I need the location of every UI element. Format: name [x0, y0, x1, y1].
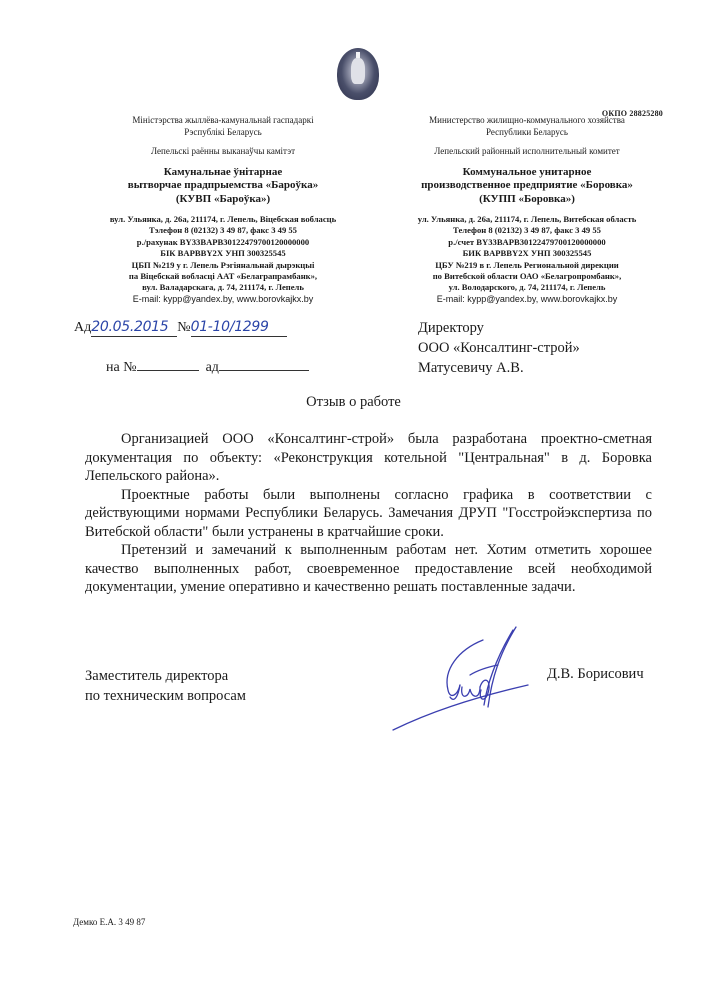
- organization-name: Коммунальное унитарное производственное предприятие «Боровка» (КУПП «Боровка»): [421, 165, 633, 205]
- letterhead-right: [377, 115, 677, 305]
- organization-details: вул. Ульянка, д. 26а, 211174, г. Лепель, Віцебская вобласць Тэлефон 8 (02132) 3 49 87, факс 3 49 55 р./рахунак BY33BAPB30122479700120000000 БІК BAPBBY2X УНП 300325545 ЦБП №219 у г. Лепель Рэгіянальнай дырэкцыі па Віцебскай вобласці ААТ «Белаграпрамбанк», вул. Валадарскага, д. 74, 211174, г. Лепель E-mail: kypp@yandex.by, www.borovkajkx.by: [73, 214, 373, 305]
- addressee: Директору ООО «Консалтинг-строй» Матусевичу А.В.: [418, 320, 580, 376]
- ispolkom-name: Лепельский районный исполнительный комитет: [434, 146, 620, 156]
- ref-date-blank: [219, 356, 309, 371]
- email-and-website: E-mail: kypp@yandex.by, www.borovkajkx.by: [132, 293, 314, 304]
- state-emblem-icon: [337, 48, 379, 100]
- body-paragraph: Претензий и замечаний к выполненным работам нет. Хотим отметить хорошее качество выполненных работ, своевременное предоставление всей необходимой документации, умение оперативно и качественно решать поставленные задачи.: [85, 542, 652, 595]
- handwritten-number: 01-10/1299: [191, 318, 287, 337]
- organization-name: Камунальнае ўнітарнае вытворчае прадпрыемства «Бароўка» (КУВП «Бароўка»): [127, 165, 319, 205]
- okpo-code: ОКПО 28825280: [601, 109, 663, 118]
- ref-number-blank: [137, 356, 199, 371]
- body-paragraph: Проектные работы были выполнены согласно графика в соответствии с действующими нормами Республики Беларусь. Замечания ДРУП "Госстройэкспертиза по Витебской области" были устранены в кратчайшие сроки.: [85, 486, 652, 540]
- ministry-name: Міністэрства жыллёва-камунальнай гаспадаркі Рэспублікі Беларусь: [132, 115, 314, 137]
- ispolkom-name: Лепельскі раённы выканаўчы камітэт: [150, 146, 296, 156]
- email-and-website: E-mail: kypp@yandex.by, www.borovkajkx.by: [436, 293, 618, 304]
- ministry-name: Министерство жилищно-коммунального хозяйства Республики Беларусь: [429, 115, 625, 137]
- handwritten-date: 20.05.2015: [91, 318, 177, 337]
- signatory-position: Заместитель директора по техническим вопросам: [85, 668, 246, 704]
- letter-body: [85, 430, 652, 597]
- incoming-reference: на № ад: [106, 356, 309, 377]
- executor-note: Демко Е.А. 3 49 87: [73, 917, 146, 927]
- handwritten-signature-icon: [388, 625, 548, 735]
- document-title: Отзыв о работе: [306, 394, 401, 410]
- outgoing-registration: Ад20.05.2015 №01-10/1299: [74, 318, 287, 337]
- signatory-name: Д.В. Борисович: [547, 666, 644, 682]
- letterhead-left: [73, 115, 373, 305]
- body-paragraph: Организацией ООО «Консалтинг-строй» была разработана проектно-сметная документация по объекту: «Реконструкция котельной "Центральная" в д. Боровка Лепельского района».: [85, 431, 652, 484]
- organization-details: ул. Ульянка, д. 26а, 211174, г. Лепель, Витебская область Телефон 8 (02132) 3 49 87, факс 3 49 55 р./счет BY33BAPB30122479700120000000 БИК BAPBBY2X УНП 300325545 ЦБУ №219 в г. Лепель Региональной дирекции по Витебской области ОАО «Белагропромбанк», ул. Володарского, д. 74, 211174, г. Лепель E-mail: kypp@yandex.by, www.borovkajkx.by: [377, 214, 677, 305]
